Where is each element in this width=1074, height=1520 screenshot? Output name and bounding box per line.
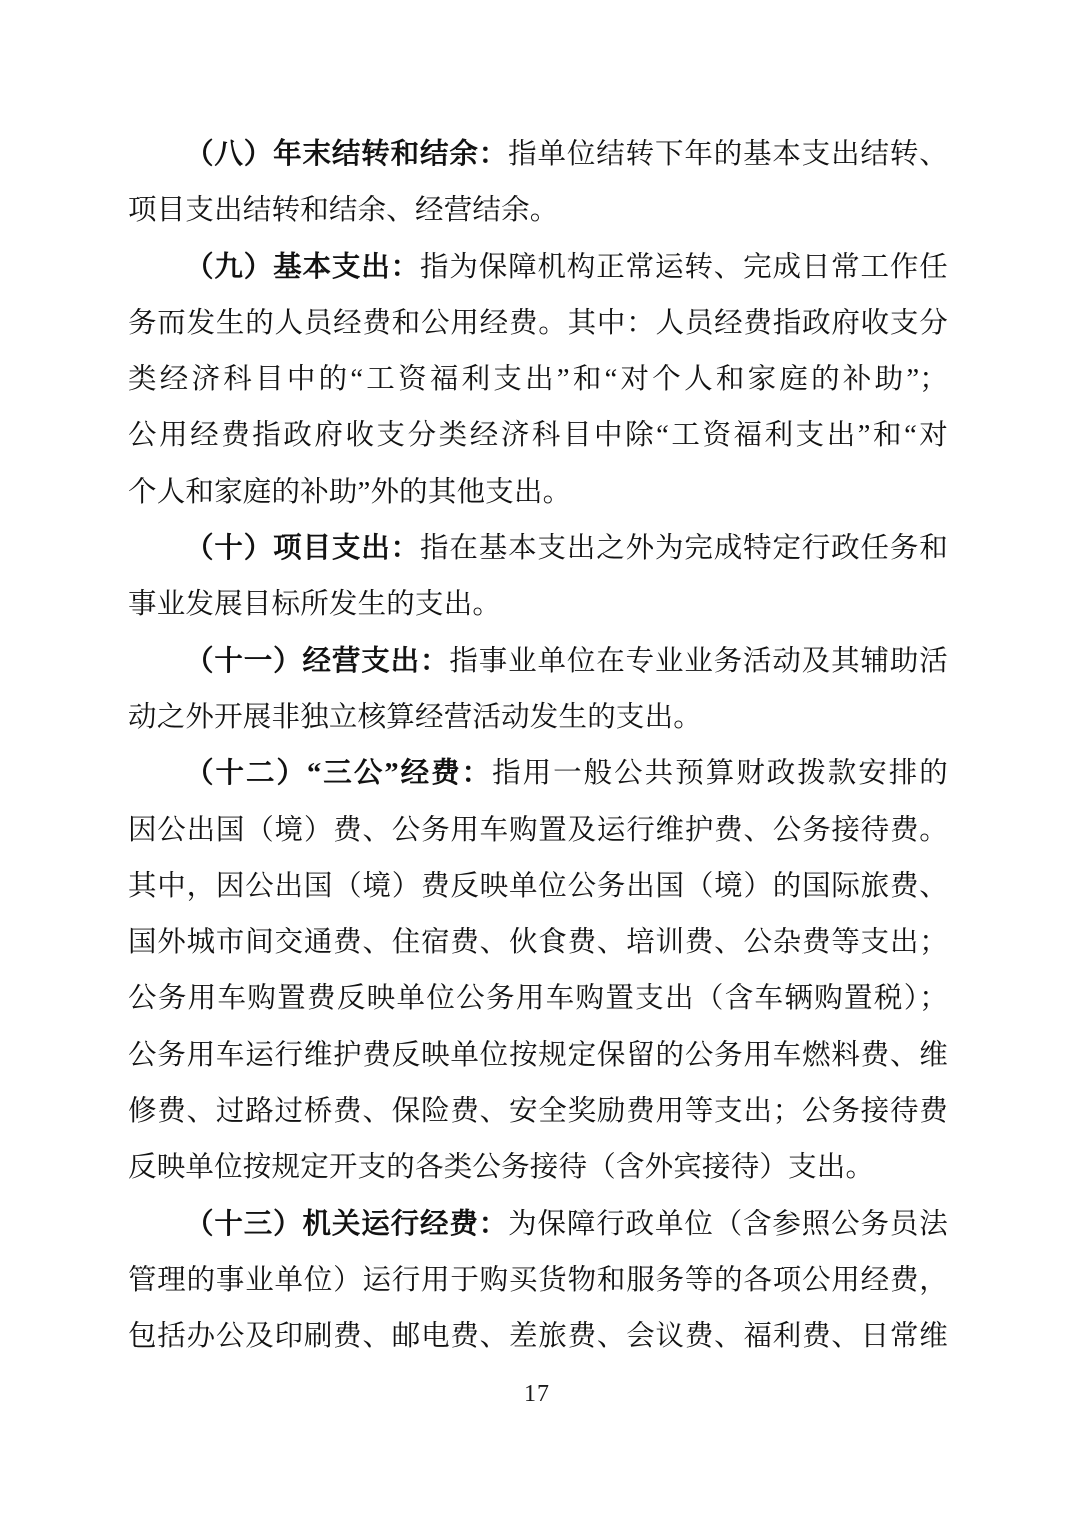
term-label: （十）项目支出： [185,533,420,565]
body-text: 因公出国（境）费、公务用车购置及运行维护费、公务接待费。 [128,814,948,846]
body-text: 公用经费指政府收支分类经济科目中除“工资福利支出”和“对 [128,420,948,452]
text-line [128,352,948,408]
text-line [128,521,948,577]
term-label: （十三）机关运行经费： [185,1208,509,1240]
text-line [128,915,948,971]
text-line [128,859,948,915]
text-line [128,296,948,352]
text-line [128,240,948,296]
body-text: 个人和家庭的补助”外的其他支出。 [128,476,572,508]
text-line [128,971,948,1027]
text-line [128,1140,948,1196]
text-line [128,465,948,521]
term-label: （九）基本支出： [185,251,420,283]
body-text: 为保障行政单位（含参照公务员法 [508,1208,948,1240]
text-line [128,183,948,239]
body-text: 公务用车运行维护费反映单位按规定保留的公务用车燃料费、维 [128,1039,948,1071]
body-text: 指用一般公共预算财政拨款安排的 [492,758,948,790]
text-line [128,1084,948,1140]
body-text: 修费、过路过桥费、保险费、安全奖励费用等支出；公务接待费 [128,1096,948,1128]
body-text: 指事业单位在专业业务活动及其辅助活 [449,645,948,677]
body-text: 类经济科目中的“工资福利支出”和“对个人和家庭的补助”； [128,364,948,396]
body-text: 反映单位按规定开支的各类公务接待（含外宾接待）支出。 [128,1152,875,1184]
page-number: 17 [524,1381,550,1407]
body-text: 管理的事业单位）运行用于购买货物和服务等的各项公用经费， [128,1264,948,1296]
body-text: 务而发生的人员经费和公用经费。其中：人员经费指政府收支分 [128,307,948,339]
text-line [128,1253,948,1309]
text-line [128,634,948,690]
body-text: 指为保障机构正常运转、完成日常工作任 [419,251,948,283]
body-text: 指在基本支出之外为完成特定行政任务和 [419,533,948,565]
text-line [128,408,948,464]
term-label: （八）年末结转和结余： [185,139,509,170]
body-text: 动之外开展非独立核算经营活动发生的支出。 [128,701,703,733]
text-line [128,1197,948,1253]
term-label: （十二）“三公”经费： [185,758,493,790]
text-line [128,577,948,633]
text-line [128,127,948,183]
term-label: （十一）经营支出： [185,645,450,677]
body-text: 项目支出结转和结余、经营结余。 [128,195,559,227]
body-text: 事业发展目标所发生的支出。 [128,589,502,621]
text-line [128,803,948,859]
text-line [128,1309,948,1365]
body-text: 公务用车购置费反映单位公务用车购置支出（含车辆购置税）； [128,983,948,1015]
body-text: 包括办公及印刷费、邮电费、差旅费、会议费、福利费、日常维 [128,1321,948,1353]
document-body [128,127,948,1366]
body-text: 国外城市间交通费、住宿费、伙食费、培训费、公杂费等支出； [128,927,948,959]
text-line [128,1028,948,1084]
body-text: 指单位结转下年的基本支出结转、 [508,139,948,170]
body-text: 其中，因公出国（境）费反映单位公务出国（境）的国际旅费、 [128,870,948,902]
text-line [128,746,948,802]
text-line [128,690,948,746]
